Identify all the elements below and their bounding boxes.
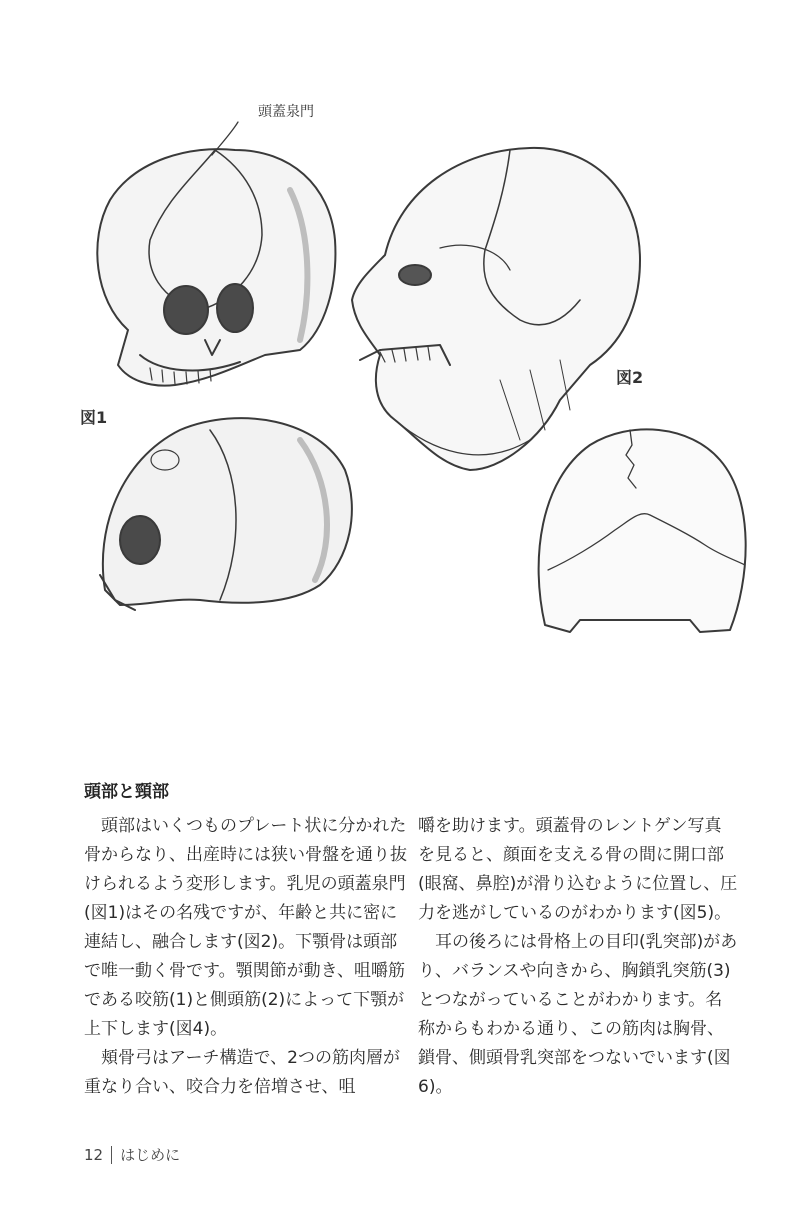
text-column-right bbox=[418, 812, 738, 1102]
adult-skull-side-drawing bbox=[352, 148, 640, 470]
figure-2-label: 図2 bbox=[616, 368, 644, 387]
fontanelle-callout: 頭蓋泉門 bbox=[258, 104, 314, 120]
paragraph: 耳の後ろには骨格上の目印(乳突部)があり、バランスや向きから、胸鎖乳突筋(3)とつながっていることがわかります。名称からもわかる通り、この筋肉は胸骨、鎖骨、側頭骨乳突部をつないでいます(図6)。 bbox=[418, 932, 738, 1097]
text-column-left bbox=[84, 812, 414, 1102]
paragraph: 頭部はいくつものプレート状に分かれた骨からなり、出産時には狭い骨盤を通り抜けられるよう変形します。乳児の頭蓋泉門(図1)はその名残ですが、年齢と共に密に連結し、融合します(図2)。下顎骨は頭部で唯一動く骨です。顎関節が動き、咀嚼筋である咬筋(1)と側頭筋(2)によって下顎が上下します(図4)。 bbox=[84, 816, 407, 1039]
infant-skull-front-drawing bbox=[97, 149, 335, 386]
chapter-title: はじめに bbox=[120, 1146, 181, 1164]
section-heading: 頭部と頸部 bbox=[84, 782, 169, 802]
adult-skull-back-drawing bbox=[539, 429, 746, 632]
footer-separator bbox=[111, 1146, 112, 1164]
page-number: 12 bbox=[84, 1145, 104, 1164]
paragraph: 嚼を助けます。頭蓋骨のレントゲン写真を見ると、顔面を支える骨の間に開口部(眼窩、鼻腔)が滑り込むように位置し、圧力を逃がしているのがわかります(図5)。 bbox=[418, 816, 738, 923]
page-footer bbox=[84, 1144, 180, 1165]
infant-skull-side-drawing bbox=[100, 418, 352, 610]
figure-1-label: 図1 bbox=[80, 408, 108, 427]
paragraph: 頬骨弓はアーチ構造で、2つの筋肉層が重なり合い、咬合力を倍増させ、咀 bbox=[84, 1048, 400, 1097]
